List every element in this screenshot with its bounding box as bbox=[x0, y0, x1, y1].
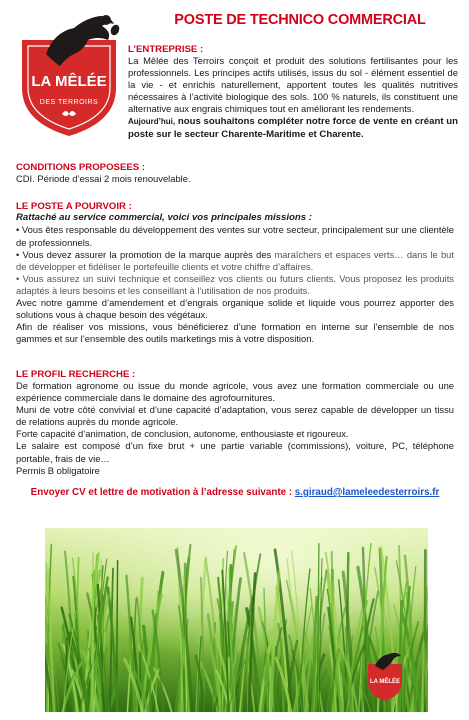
profil-paragraph-1: De formation agronome ou issue du monde agricole, vous avez une formation commerciale ou une expérience commerciale dans le domaine des agrofournitures. bbox=[16, 380, 454, 404]
apply-text: Envoyer CV et lettre de motivation à l’adresse suivante : bbox=[30, 487, 295, 498]
entreprise-section bbox=[128, 44, 458, 141]
logo-brand-text: LA MÊLÉE bbox=[31, 73, 107, 90]
poste-bullet-2a: • Vous devez assurer la promotion de la marque auprès des bbox=[16, 248, 275, 260]
profil-paragraph-2: Muni de votre côté convivial et d’une capacité d’adaptation, vous serez capable de développer un tissu de relations auprès du monde agricole. bbox=[16, 404, 454, 428]
page-title: POSTE DE TECHNICO COMMERCIAL bbox=[174, 12, 426, 28]
small-company-logo bbox=[365, 650, 405, 702]
entreprise-today bbox=[128, 116, 458, 141]
poste-subheading: Rattaché au service commercial, voici vos principales missions : bbox=[16, 212, 312, 223]
apply-call-to-action bbox=[16, 487, 454, 498]
apply-email-link[interactable]: s.giraud@lameleedesterroirs.fr bbox=[294, 487, 440, 498]
entreprise-paragraph: La Mêlée des Terroirs conçoit et produit des solutions fertilisantes pour les professionnels. Les principes actifs utilisés, issus du sol - élément essentiel de la vie - et enrichis naturellement, apportent toutes les qualités nutritives nécessaires à l’activité biologique des sols. 100 % naturels, ils constituent une alternative aux engrais chimiques tout en améliorant les rendements. bbox=[128, 55, 458, 115]
poste-heading: LE POSTE A POURVOIR : bbox=[16, 201, 132, 212]
small-logo-text: LA MÊLÉE bbox=[369, 679, 401, 685]
rugby-player-shield-icon bbox=[16, 10, 122, 138]
entreprise-today-small: Aujourd’hui, bbox=[128, 117, 176, 127]
poste-bullet-3: • Vous assurez un suivi technique et conseillez vos clients ou futurs clients. Vous proposez les produits adaptés à leurs besoins et les conseillant à l’utilisation de nos produits. bbox=[16, 272, 454, 296]
profil-paragraph-4: Le salaire est composé d’un fixe brut + une partie variable (commissions), voiture, PC, téléphone portable, frais de vie… bbox=[16, 440, 454, 464]
profil-section bbox=[16, 369, 454, 477]
poste-bullet-1: • Vous êtes responsable du développement des ventes sur votre secteur, principalement sur une clientèle de professionnels. bbox=[16, 224, 454, 248]
profil-paragraph-5: Permis B obligatoire bbox=[16, 464, 100, 476]
conditions-section bbox=[16, 162, 454, 185]
logo-brand-subtext: DES TERROIRS bbox=[39, 99, 99, 106]
poste-section bbox=[16, 201, 454, 345]
small-shield-icon bbox=[365, 650, 405, 702]
profil-paragraph-3: Forte capacité d’animation, de conclusion, autonome, enthousiaste et rigoureux. bbox=[16, 428, 349, 440]
poste-paragraph-1: Avec notre gamme d’amendement et d’engrais organique solide et liquide vous pourrez apporter des solutions vous à chaque besoin des végétaux. bbox=[16, 296, 454, 321]
poste-paragraph-2: Afin de réaliser vos missions, vous bénéficierez d’une formation en interne sur l’ensemble de nos gammes et sur l’ensemble des outils marketings mis à votre disposition. bbox=[16, 321, 454, 345]
profil-heading: LE PROFIL RECHERCHE : bbox=[16, 369, 136, 380]
entreprise-today-bold: nous souhaitons compléter notre force de vente en créant un poste sur le secteur Charente-Maritime et Charente. bbox=[128, 116, 458, 140]
conditions-heading: CONDITIONS PROPOSEES : bbox=[16, 162, 146, 173]
entreprise-heading: L’ENTREPRISE : bbox=[128, 44, 204, 55]
company-logo bbox=[16, 10, 122, 138]
poste-bullet-2 bbox=[16, 249, 454, 273]
poste-bullet-2b: maraîchers et espaces verts… dans le but de développer et fidéliser le portefeuille clients et votre chiffre d’affaires. bbox=[16, 248, 455, 272]
conditions-text: CDI. Période d’essai 2 mois renouvelable. bbox=[16, 173, 191, 184]
grass-photo bbox=[45, 528, 428, 712]
